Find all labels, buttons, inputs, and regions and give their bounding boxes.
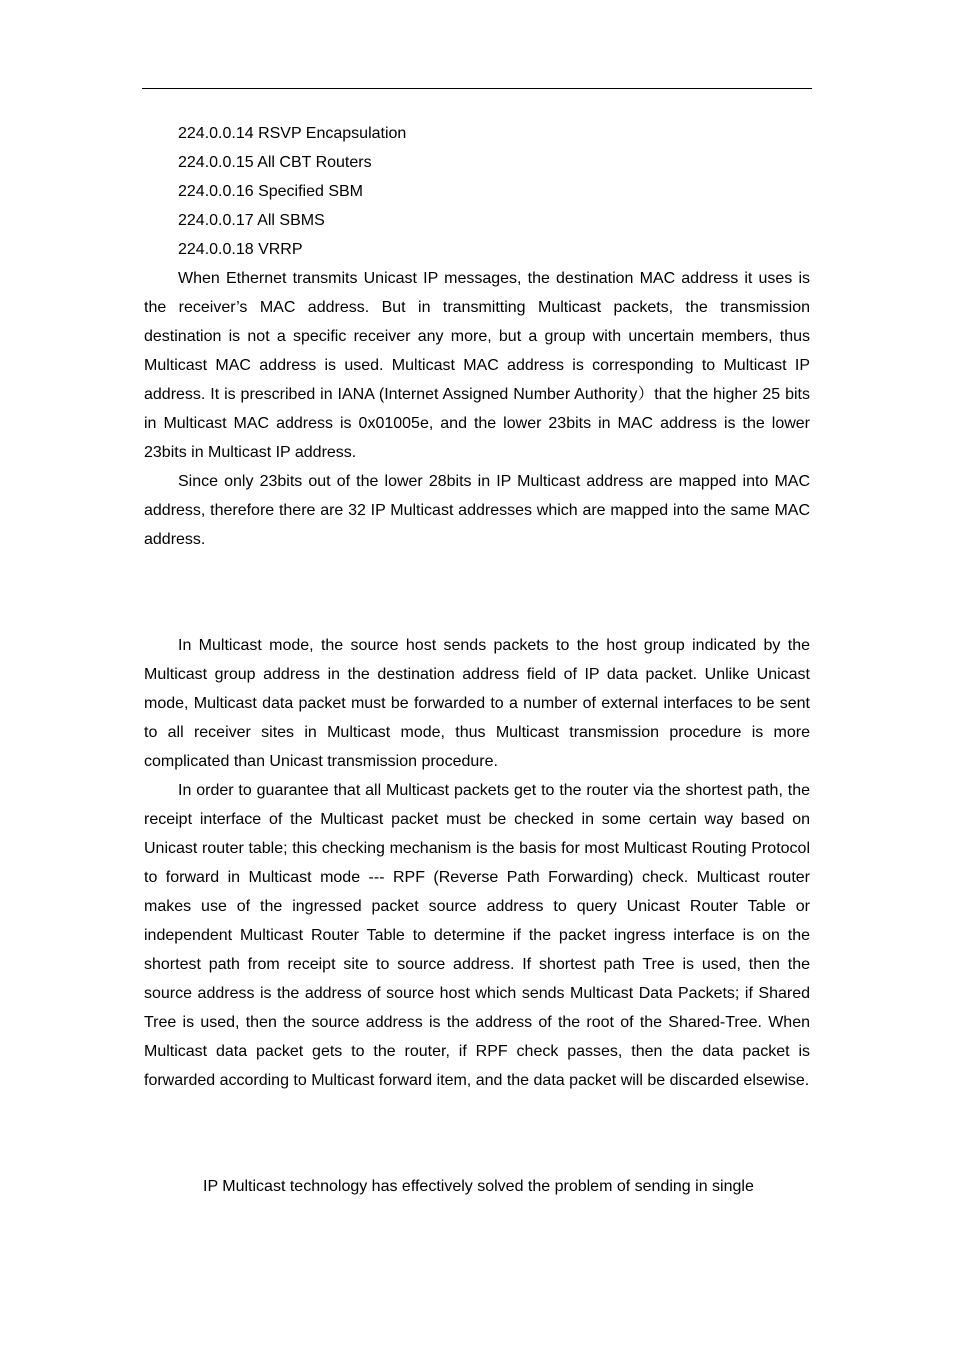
- paragraph-ip-multicast-technology: IP Multicast technology has effectively solved the problem of sending in single: [203, 1178, 754, 1195]
- section-gap: [144, 554, 810, 631]
- list-item: 224.0.0.17 All SBMS: [178, 212, 325, 229]
- multicast-address-list: [144, 119, 810, 264]
- document-body: [144, 119, 810, 1201]
- paragraph-mac-mapping: When Ethernet transmits Unicast IP messages, the destination MAC address it uses is the receiver’s MAC address. But in transmitting Multicast packets, the transmission destination is not a specific receiver any more, but a group with uncertain members, thus Multicast MAC address is used. Multicast MAC address is corresponding to Multicast IP address. It is prescribed in IANA (Internet Assigned Number Authority）that the higher 25 bits in Multicast MAC address is 0x01005e, and the lower 23bits in MAC address is the lower 23bits in Multicast IP address.: [144, 270, 810, 461]
- section-gap: [144, 1095, 810, 1172]
- list-item: 224.0.0.18 VRRP: [178, 241, 303, 258]
- header-rule: [142, 88, 812, 89]
- paragraph-rpf-check: In order to guarantee that all Multicast packets get to the router via the shortest path, the receipt interface of the Multicast packet must be checked in some certain way based on Unicast router table; this checking mechanism is the basis for most Multicast Routing Protocol to forward in Multicast mode --- RPF (Reverse Path Forwarding) check. Multicast router makes use of the ingressed packet source address to query Unicast Router Table or independent Multicast Router Table to determine if the packet ingress interface is on the shortest path from receipt site to source address. If shortest path Tree is used, then the source address is the address of source host which sends Multicast Data Packets; if Shared Tree is used, then the source address is the address of the root of the Shared-Tree. When Multicast data packet gets to the router, if RPF check passes, then the data packet is forwarded according to Multicast forward item, and the data packet will be discarded elsewise.: [144, 782, 810, 1089]
- list-item: 224.0.0.15 All CBT Routers: [178, 154, 372, 171]
- paragraph-multicast-mode: In Multicast mode, the source host sends packets to the host group indicated by the Multicast group address in the destination address field of IP data packet. Unlike Unicast mode, Multicast data packet must be forwarded to a number of external interfaces to be sent to all receiver sites in Multicast mode, thus Multicast transmission procedure is more complicated than Unicast transmission procedure.: [144, 637, 810, 770]
- list-item: 224.0.0.16 Specified SBM: [178, 183, 364, 200]
- paragraph-address-overlap: Since only 23bits out of the lower 28bits in IP Multicast address are mapped into MAC address, therefore there are 32 IP Multicast addresses which are mapped into the same MAC address.: [144, 473, 810, 548]
- list-item: 224.0.0.14 RSVP Encapsulation: [178, 125, 407, 142]
